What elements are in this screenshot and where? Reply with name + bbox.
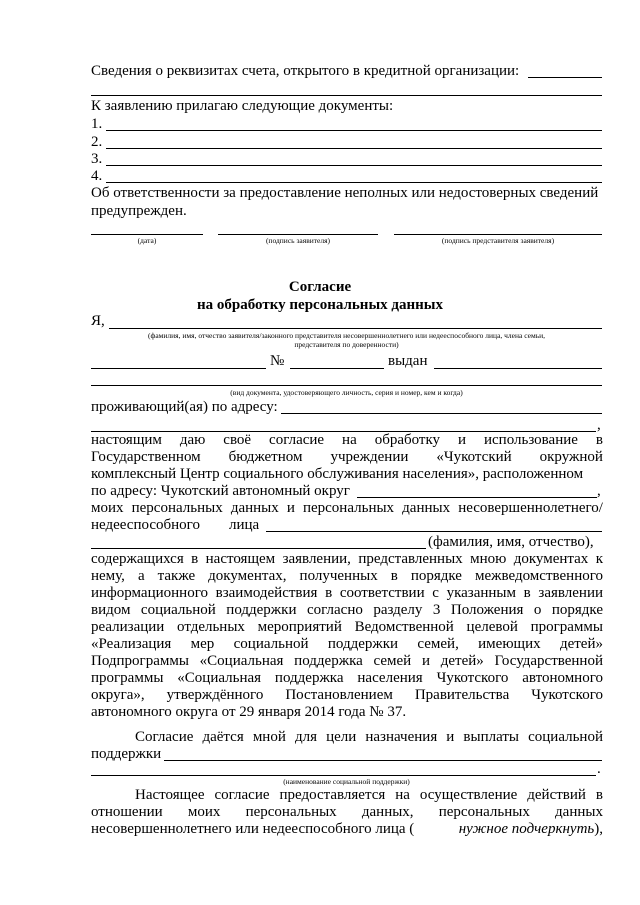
support-period: . [597,761,601,777]
applicant-signature-line[interactable] [218,234,378,235]
support-name-line-2[interactable] [91,775,596,776]
okrug-comma: , [597,483,601,499]
dependent-name-line-1[interactable] [266,531,602,532]
body-line-6: «Реализация мер социальной поддержки семей, имеющих детей» [91,636,603,652]
consent-line-7: (фамилия, имя, отчество), [428,534,594,550]
consent-line-4: по адресу: Чукотский автономный округ [91,483,350,499]
date-signature-line[interactable] [91,234,203,235]
consent-line-6b: лица [229,517,260,533]
account-blank-line[interactable] [528,77,602,78]
attach-item-1-line[interactable] [106,130,602,131]
body-line-1: содержащихся в настоящем заявлении, представленных мною документах к [91,551,603,567]
final-line-1: Настоящее согласие предоставляется на осуществление действий в [135,787,603,803]
body-line-9: округа», утверждённого Постановлением Правительства Чукотского [91,687,603,703]
fio-caption-1: (фамилия, имя, отчество заявителя/законного представителя несовершеннолетнего или недееспособного лица, члена семьи, [147,331,546,340]
ya-label: Я, [91,313,105,329]
attach-item-2-number: 2. [91,134,103,150]
responsibility-text-1: Об ответственности за предоставление неполных или недостоверных сведений [91,185,599,201]
dependent-name-line-2[interactable] [91,548,426,549]
final-line-2: отношении моих персональных данных, персональных данных [91,804,603,820]
attach-item-1-number: 1. [91,116,103,132]
attach-item-4-line[interactable] [106,182,602,183]
body-line-5: реализации отдельных мероприятий Ведомственной целевой программы [91,619,603,635]
body-line-8: программы «Социальная поддержка населения Чукотского автономного [91,670,603,686]
consent-line-3: комплексный Центр социального обслуживания населения», расположенном [91,466,584,482]
issued-by-line[interactable] [434,368,602,369]
number-label: № [270,353,285,369]
responsibility-text-2: предупрежден. [91,203,187,219]
account-blank-line-2[interactable] [91,95,602,96]
doc-number-line[interactable] [290,368,384,369]
fio-caption-2: представителя по доверенности) [294,340,399,349]
consent-title: Согласие [288,279,352,295]
body-line-4: видом социальной поддержки согласно разделу 3 Положения о порядке [91,602,603,618]
attach-item-2-line[interactable] [106,148,602,149]
attach-item-4-number: 4. [91,168,103,184]
consent-line-6a: недееспособного [91,517,200,533]
final-line-3: несовершеннолетнего или недееспособного лица ( нужное подчеркнуть), [91,821,603,837]
date-caption: (дата) [137,236,157,245]
doc-caption: (вид документа, удостоверяющего личность, серия и номер, кем и когда) [230,388,463,397]
body-line-2: нему, а также документах, полученных в порядке межведомственного [91,568,603,584]
attach-item-3-number: 3. [91,151,103,167]
body-line-10: автономного округа от 29 января 2014 года № 37. [91,704,407,720]
attach-item-3-line[interactable] [106,165,602,166]
body-line-3: информационного взаимодействия в соответствии с указанным в заявлении [91,585,603,601]
residing-label: проживающий(ая) по адресу: [91,399,278,415]
doc-series-line[interactable] [91,368,266,369]
account-info-label: Сведения о реквизитах счета, открытого в кредитной организации: [91,63,520,79]
issued-label: выдан [388,353,428,369]
support-caption: (наименование социальной поддержки) [283,777,410,786]
doc-details-line[interactable] [91,385,602,386]
underline-hint: нужное подчеркнуть [458,821,595,837]
representative-signature-caption: (подпись представителя заявителя) [441,236,555,245]
okrug-address-line[interactable] [357,497,597,498]
consent-line-5: моих персональных данных и персональных данных несовершеннолетнего/ [91,500,603,516]
body-line-7: Подпрограммы «Социальная поддержка семей и детей» Государственной [91,653,603,669]
applicant-signature-caption: (подпись заявителя) [265,236,331,245]
address-line-1[interactable] [281,413,602,414]
consent-line-2: Государственном бюджетном учреждении «Чукотский окружной [91,449,603,465]
fio-line[interactable] [109,328,602,329]
address-comma: , [597,417,601,433]
purpose-line-1: Согласие даётся мной для цели назначения и выплаты социальной [135,729,603,745]
representative-signature-line[interactable] [394,234,602,235]
purpose-line-2: поддержки [91,746,162,762]
support-name-line-1[interactable] [164,760,602,761]
consent-subtitle: на обработку персональных данных [197,297,443,313]
consent-line-1: настоящим даю своё согласие на обработку и использование в [91,432,603,448]
attach-heading: К заявлению прилагаю следующие документы: [91,98,394,114]
